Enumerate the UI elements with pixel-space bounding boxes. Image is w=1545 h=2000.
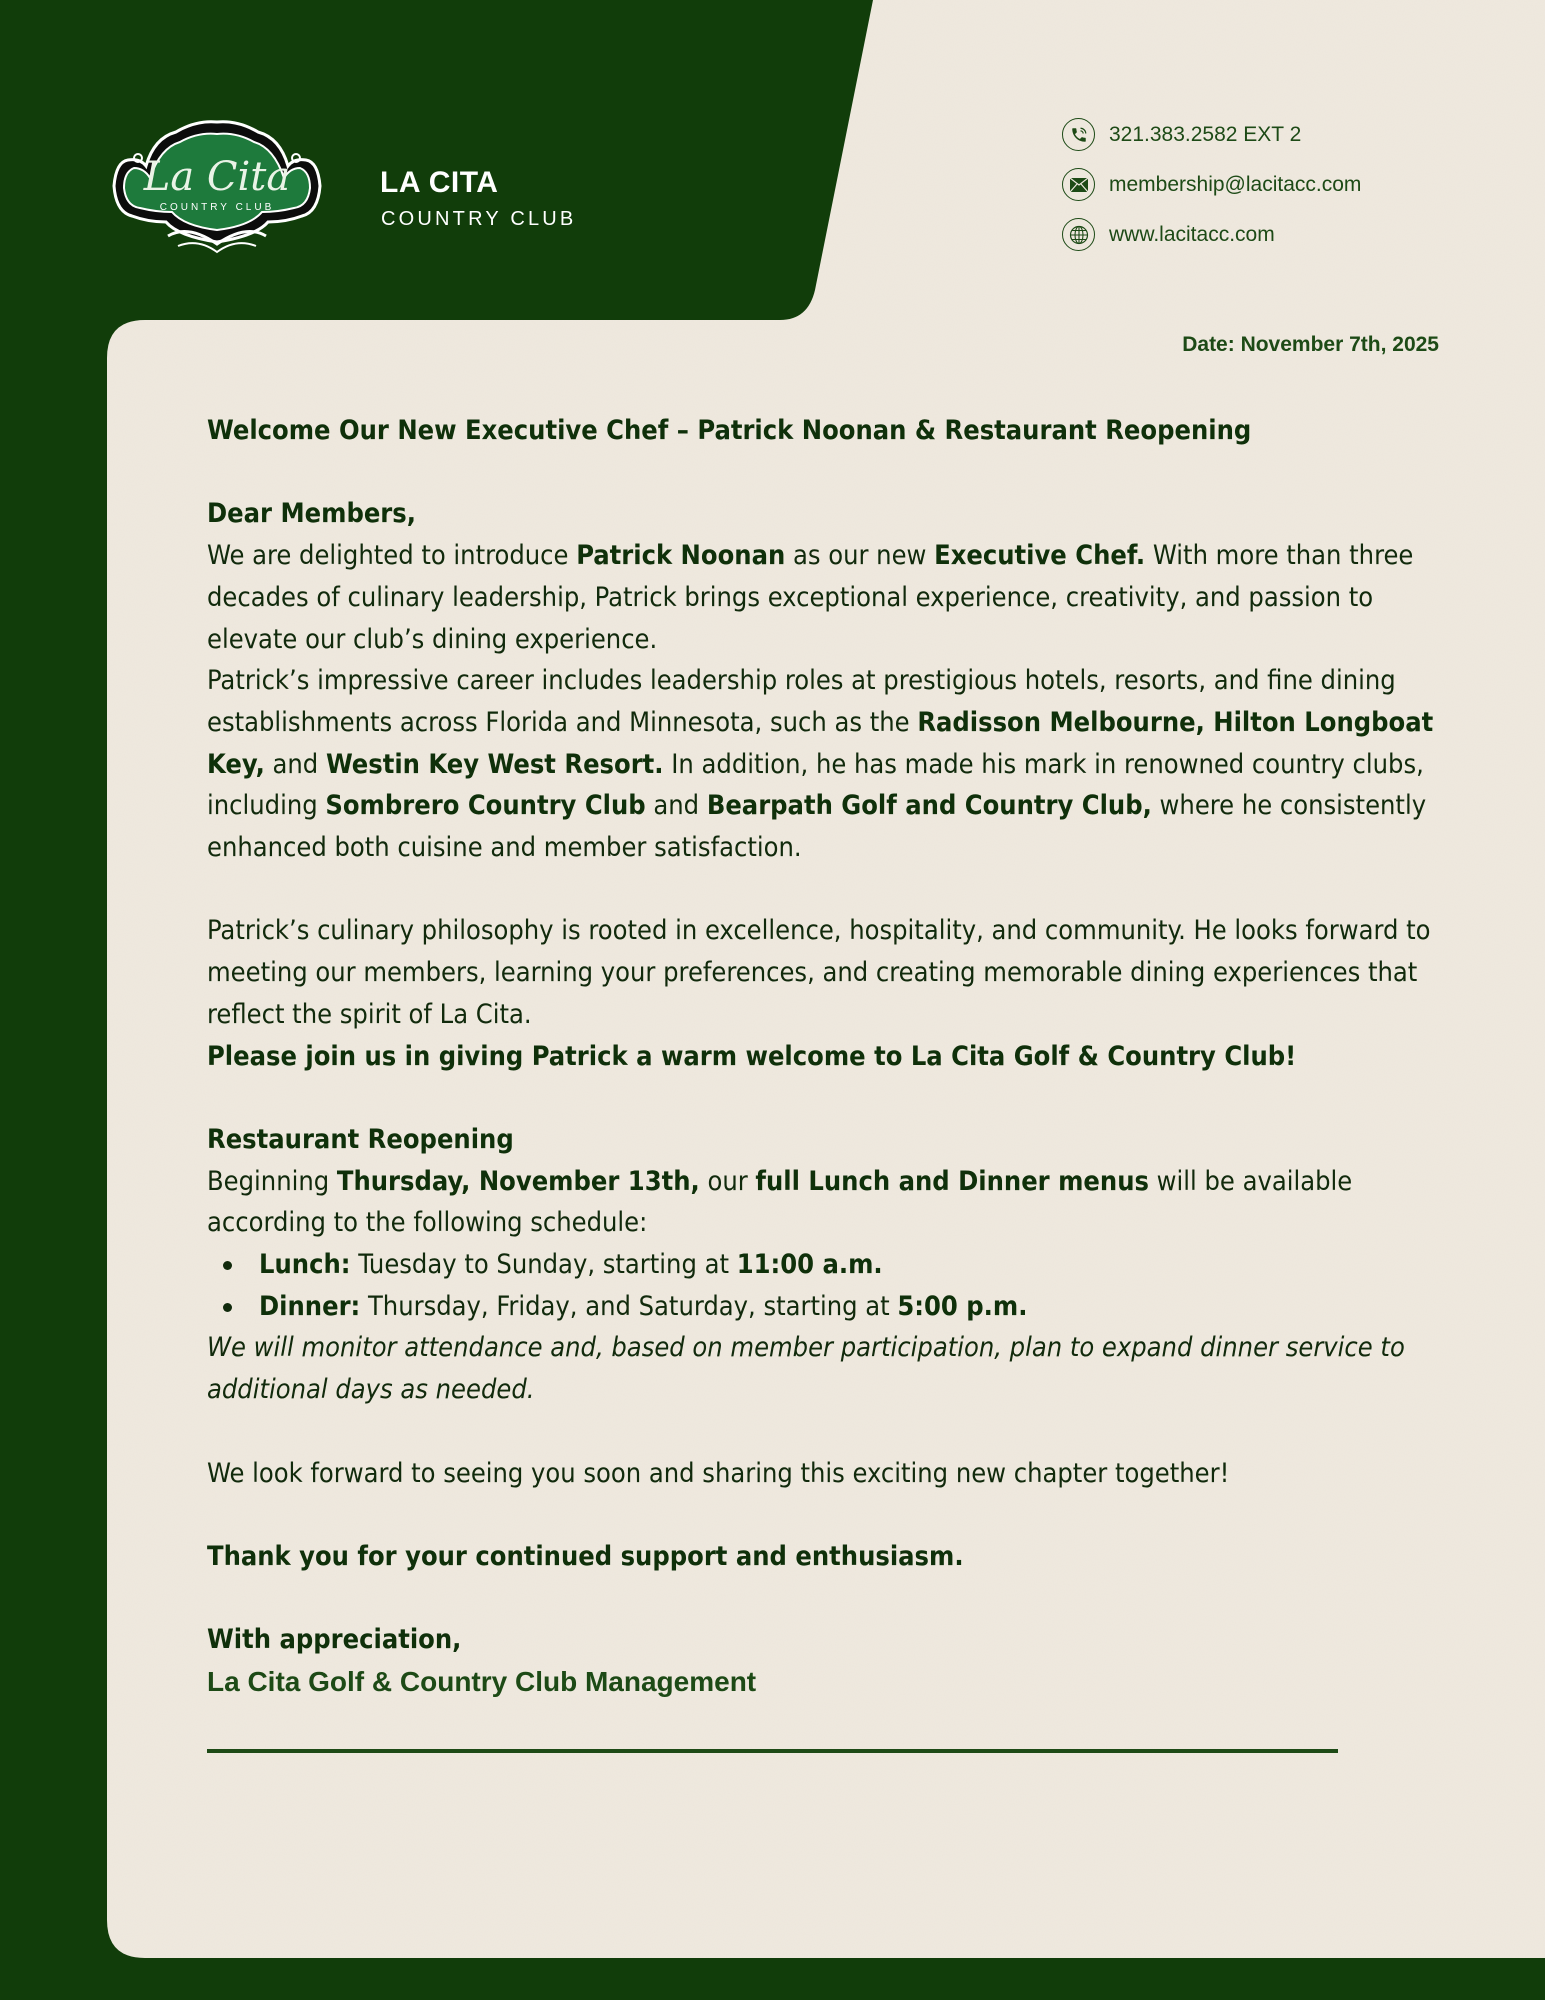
brand-subtitle: COUNTRY CLUB [381,208,577,230]
signoff: With appreciation, [207,1624,462,1656]
reopening-heading: Restaurant Reopening [207,1123,514,1155]
thank-you-line: Thank you for your continued support and enthusiasm. [207,1540,964,1572]
letter-date: Date: November 7th, 2025 [1182,333,1439,356]
phone-icon [1062,118,1095,151]
brand-name: LA CITA [380,166,499,199]
contact-phone-text: 321.383.2582 EXT 2 [1109,122,1302,146]
contact-list [1062,118,1361,268]
paragraph-intro: We are delighted to introduce Patrick Noonan as our new Executive Chef. With more than three decades of culinary leadership, Patrick brings exceptional experience, creativity, and passion to elevate our club’s dining experience. [207,540,1414,655]
globe-icon [1062,218,1095,251]
reopening-intro: Beginning Thursday, November 13th, our full Lunch and Dinner menus will be available according to the following schedule: [207,1165,1353,1239]
closing-line: We look forward to seeing you soon and sharing this exciting new chapter together! [207,1457,1230,1489]
contact-website[interactable] [1062,218,1361,251]
signature: La Cita Golf & Country Club Management [207,1666,757,1697]
paragraph-philosophy: Patrick’s culinary philosophy is rooted in excellence, hospitality, and community. He looks forward to meeting our members, learning your preferences, and creating memorable dining experiences that reflect the spirit of La Cita. [207,915,1431,1030]
contact-email[interactable] [1062,168,1361,201]
paragraph-career: Patrick’s impressive career includes leadership roles at prestigious hotels, resorts, and fine dining establishments across Florida and Minnesota, such as the Radisson Melbourne, Hilton Longboat Key, and Westin Key West Resort. In addition, he has made his mark in renowned country clubs, including Sombrero Country Club and Bearpath Golf and Country Club, where he consistently enhanced both cuisine and member satisfaction. [207,665,1434,864]
contact-website-text: www.lacitacc.com [1109,222,1275,246]
svg-text:La Cita: La Cita [143,154,291,200]
contact-email-text: membership@lacitacc.com [1109,172,1362,196]
la-cita-logo [108,112,326,260]
salutation: Dear Members, [207,498,416,530]
schedule-list [207,1244,1447,1327]
attendance-note: We will monitor attendance and, based on member participation, plan to expand dinner service to additional days as needed. [207,1332,1405,1406]
contact-phone[interactable] [1062,118,1361,151]
svg-text:COUNTRY CLUB: COUNTRY CLUB [159,202,275,213]
schedule-item-lunch: Lunch: Tuesday to Sunday, starting at 11:00 a.m. [207,1244,1447,1286]
paragraph-welcome: Please join us in giving Patrick a warm welcome to La Cita Golf & Country Club! [207,1040,1297,1072]
letter-title: Welcome Our New Executive Chef – Patrick Noonan & Restaurant Reopening [207,415,1252,446]
schedule-item-dinner: Dinner: Thursday, Friday, and Saturday, starting at 5:00 p.m. [207,1286,1447,1328]
mail-icon [1062,168,1095,201]
letter-body [207,410,1447,1703]
signature-divider [207,1749,1338,1753]
